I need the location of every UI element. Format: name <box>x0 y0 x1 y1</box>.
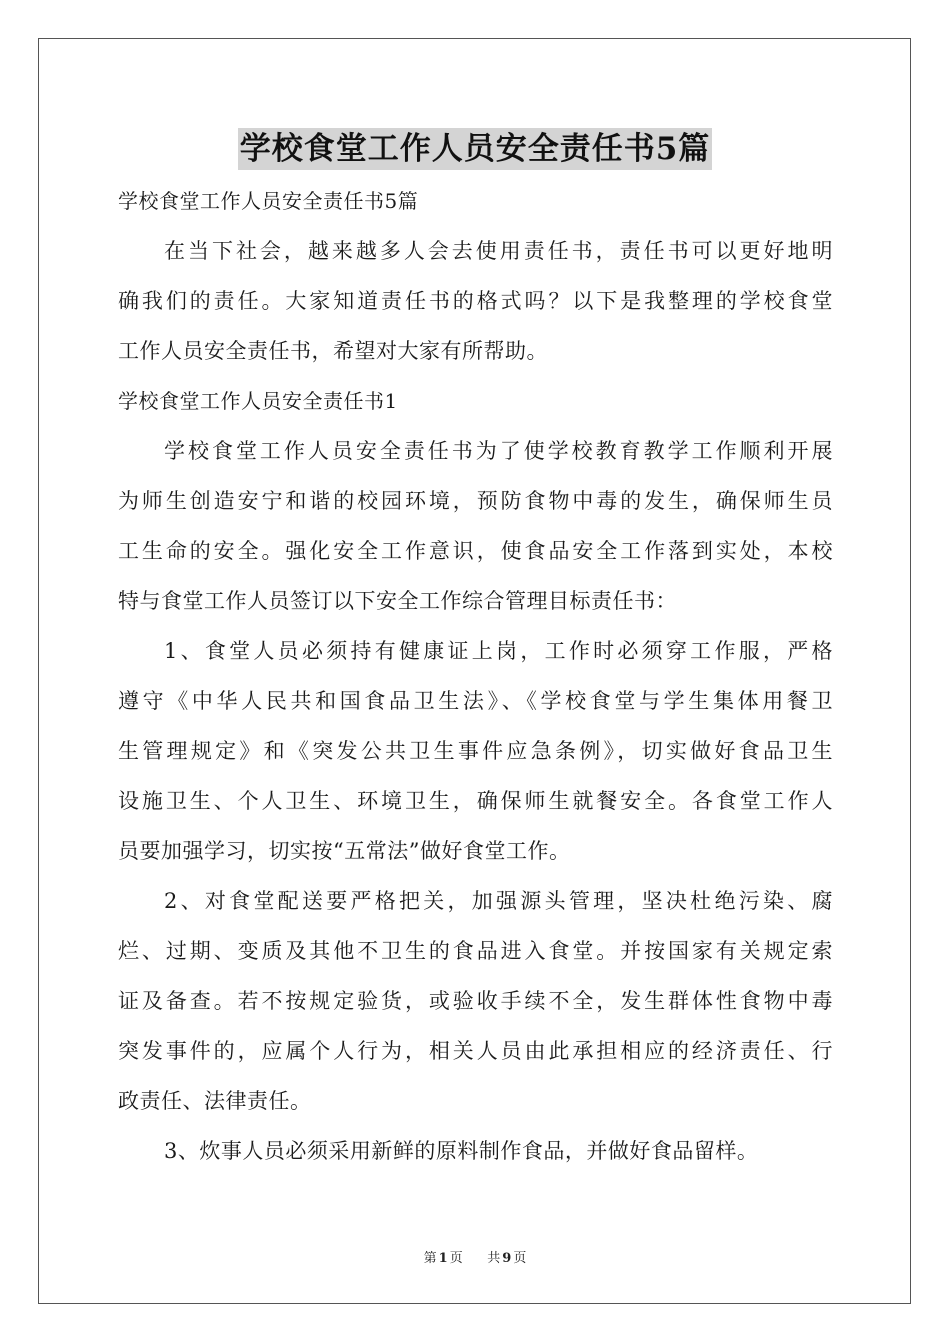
total-prefix: 共 <box>487 1251 501 1266</box>
document-body <box>118 176 833 1176</box>
item-line: 生管理规定》和《突发公共卫生事件应急条例》，切实做好食品卫生 <box>118 739 833 763</box>
document-title: 学校食堂工作人员安全责任书5篇 <box>238 128 713 170</box>
paragraph-line: 学校食堂工作人员安全责任书为了使学校教育教学工作顺利开展 <box>164 439 833 463</box>
intro-line: 确我们的责任。大家知道责任书的格式吗？以下是我整理的学校食堂 <box>118 289 833 313</box>
item-line: 2、对食堂配送要严格把关，加强源头管理，坚决杜绝污染、腐 <box>164 889 833 913</box>
total-indicator <box>485 1251 528 1266</box>
item-line: 设施卫生、个人卫生、环境卫生，确保师生就餐安全。各食堂工作人 <box>118 789 833 813</box>
total-pages: 9 <box>502 1251 512 1266</box>
paragraph-line: 工生命的安全。强化安全工作意识，使食品安全工作落到实处，本校 <box>118 539 833 563</box>
page-prefix: 第 <box>423 1251 437 1266</box>
paragraph-line: 特与食堂工作人员签订以下安全工作综合管理目标责任书： <box>118 589 677 613</box>
page-indicator <box>422 1251 465 1266</box>
page-footer <box>0 1247 950 1266</box>
item-line: 1、食堂人员必须持有健康证上岗，工作时必须穿工作服，严格 <box>164 639 833 663</box>
item-line: 突发事件的，应属个人行为，相关人员由此承担相应的经济责任、行 <box>118 1039 833 1063</box>
item-line: 烂、过期、变质及其他不卫生的食品进入食堂。并按国家有关规定索 <box>118 939 833 963</box>
page-suffix: 页 <box>449 1251 463 1266</box>
item-line: 政责任、法律责任。 <box>118 1089 312 1113</box>
total-suffix: 页 <box>513 1251 527 1266</box>
item-line: 证及备查。若不按规定验货，或验收手续不全，发生群体性食物中毒 <box>118 989 833 1013</box>
intro-line: 工作人员安全责任书，希望对大家有所帮助。 <box>118 339 548 363</box>
section-heading: 学校食堂工作人员安全责任书1 <box>118 389 398 413</box>
intro-line: 在当下社会，越来越多人会去使用责任书，责任书可以更好地明 <box>164 239 833 263</box>
item-line: 遵守《中华人民共和国食品卫生法》、《学校食堂与学生集体用餐卫 <box>118 689 833 713</box>
item-line: 3、炊事人员必须采用新鲜的原料制作食品，并做好食品留样。 <box>164 1139 759 1163</box>
paragraph-line: 为师生创造安宁和谐的校园环境，预防食物中毒的发生，确保师生员 <box>118 489 833 513</box>
page-number: 1 <box>438 1251 448 1266</box>
document-title-container <box>0 128 950 170</box>
document-subtitle: 学校食堂工作人员安全责任书5篇 <box>118 189 419 213</box>
item-line: 员要加强学习，切实按“五常法”做好食堂工作。 <box>118 839 571 863</box>
